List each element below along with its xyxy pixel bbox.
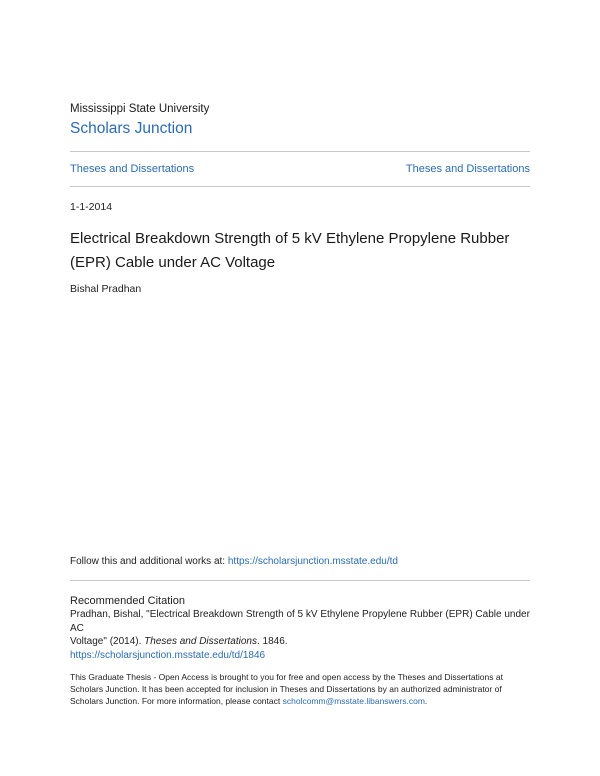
theses-dissertations-link-left[interactable]: Theses and Dissertations bbox=[70, 163, 195, 175]
follow-line bbox=[70, 556, 398, 567]
citation-prefix: Voltage" (2014). bbox=[70, 636, 145, 647]
document-title-line-2: (EPR) Cable under AC Voltage bbox=[70, 254, 276, 271]
notice-prefix: Scholars Junction. For more information, please contact bbox=[70, 696, 283, 706]
citation-line-1: Pradhan, Bishal, "Electrical Breakdown Strength of 5 kV Ethylene Propylene Rubber (EPR) Cable under AC bbox=[70, 609, 530, 634]
university-name: Mississippi State University bbox=[70, 103, 210, 115]
notice-line-1: This Graduate Thesis - Open Access is brought to you for free and open access by the Theses and Dissertations at bbox=[70, 672, 503, 682]
author-name: Bishal Pradhan bbox=[70, 283, 142, 295]
citation-suffix: . 1846. bbox=[257, 636, 288, 647]
repository-link[interactable]: Scholars Junction bbox=[70, 120, 193, 137]
notice-line-2: Scholars Junction. It has been accepted for inclusion in Theses and Dissertations by an authorized administrator of bbox=[70, 684, 502, 694]
citation-body bbox=[70, 608, 535, 662]
citation-series: Theses and Dissertations bbox=[144, 636, 257, 647]
follow-url-link[interactable]: https://scholarsjunction.msstate.edu/td bbox=[227, 556, 398, 567]
citation-heading: Recommended Citation bbox=[70, 595, 185, 607]
citation-divider bbox=[70, 580, 530, 581]
citation-line-2 bbox=[70, 635, 535, 649]
theses-dissertations-link-right[interactable]: Theses and Dissertations bbox=[405, 163, 530, 175]
document-title bbox=[70, 227, 540, 275]
contact-email-link[interactable]: scholcomm@msstate.libanswers.com bbox=[282, 696, 425, 706]
notice-line-3 bbox=[70, 695, 535, 707]
document-title-line-1: Electrical Breakdown Strength of 5 kV Ethylene Propylene Rubber bbox=[70, 230, 510, 247]
nav-divider bbox=[70, 186, 530, 187]
notice-suffix: . bbox=[424, 696, 428, 706]
top-divider bbox=[70, 151, 530, 152]
citation-url-link[interactable]: https://scholarsjunction.msstate.edu/td/1846 bbox=[70, 649, 266, 661]
open-access-notice bbox=[70, 671, 535, 707]
publication-date: 1-1-2014 bbox=[70, 201, 113, 213]
follow-text: Follow this and additional works at: bbox=[70, 556, 228, 567]
